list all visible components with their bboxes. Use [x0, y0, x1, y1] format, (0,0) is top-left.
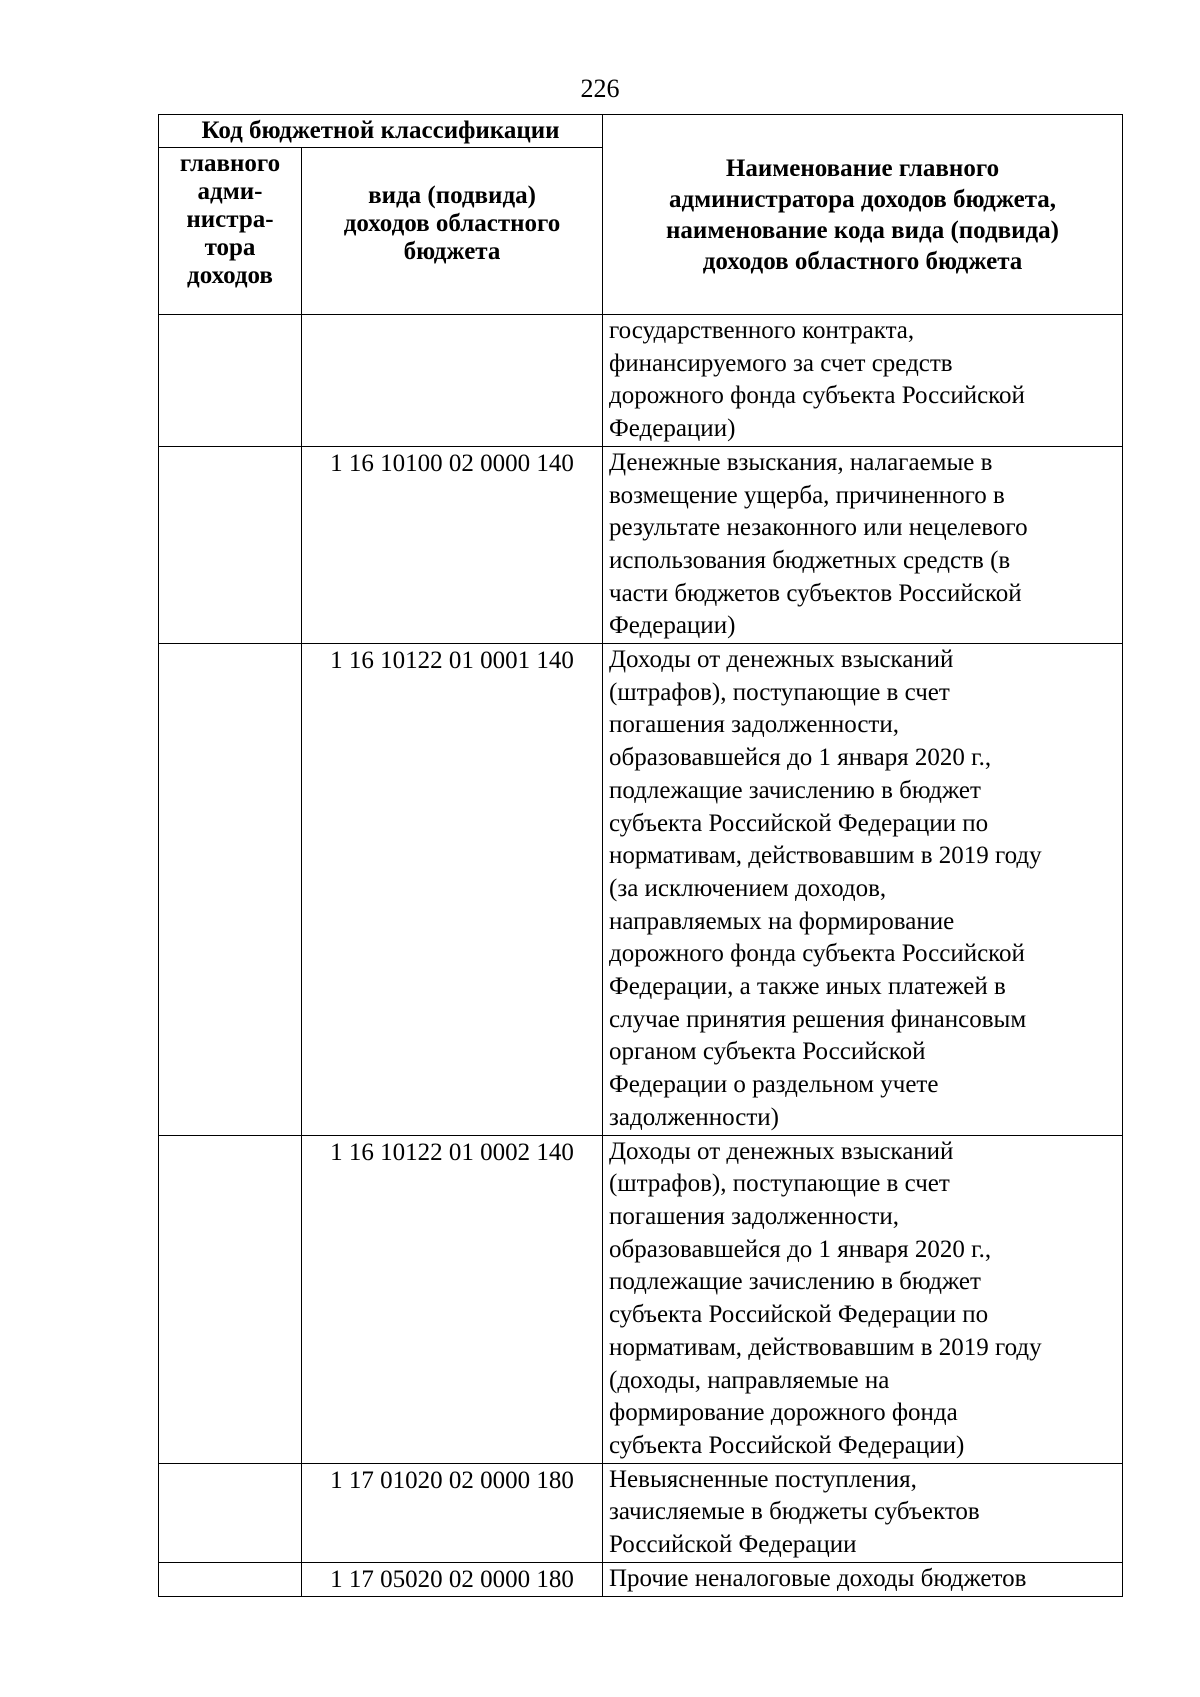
revenue-name-line: погашения задолженности, — [609, 711, 899, 739]
header-type-line: доходов областного — [343, 210, 561, 237]
header-name-line: наименование кода вида (подвида) — [666, 216, 1059, 244]
header-name-line: Наименование главного — [725, 154, 1000, 182]
revenue-name-line: использования бюджетных средств (в — [609, 546, 1011, 574]
revenue-name-cell — [603, 315, 1123, 447]
header-name-line: доходов областного бюджета — [702, 247, 1023, 275]
header-admin-line: тора — [204, 234, 256, 261]
header-admin-line: нистра- — [186, 206, 274, 233]
table-row — [159, 446, 1123, 643]
header-admin-column — [159, 148, 302, 315]
table-row — [159, 1562, 1123, 1596]
revenue-code-cell: 1 16 10100 02 0000 140 — [302, 446, 603, 643]
page-number: 226 — [580, 74, 620, 103]
header-type-line: бюджета — [403, 238, 501, 265]
table-row — [159, 1135, 1123, 1463]
revenue-name-line: субъекта Российской Федерации) — [609, 1431, 965, 1459]
revenue-name-line: субъекта Российской Федерации по — [609, 809, 989, 837]
revenue-code-cell: 1 16 10122 01 0001 140 — [302, 644, 603, 1136]
header-code-group: Код бюджетной классификации — [159, 115, 603, 148]
revenue-name-line: Денежные взыскания, налагаемые в — [609, 448, 993, 476]
budget-classification-table — [158, 114, 1123, 1597]
table-row — [159, 315, 1123, 447]
revenue-name-line: Доходы от денежных взысканий — [609, 1137, 954, 1165]
revenue-name-line: Федерации о раздельном учете — [609, 1071, 939, 1099]
revenue-name-cell — [603, 1135, 1123, 1463]
revenue-name-line: Невыясненные поступления, — [609, 1465, 917, 1493]
revenue-name-line: (штрафов), поступающие в счет — [609, 678, 950, 706]
revenue-name-line: нормативам, действовавшим в 2019 году — [609, 1333, 1042, 1361]
revenue-code-cell — [302, 315, 603, 447]
header-type-line: вида (подвида) — [368, 182, 536, 209]
header-name-line: администратора доходов бюджета, — [668, 185, 1057, 213]
admin-code-cell — [159, 1135, 302, 1463]
revenue-name-cell — [603, 644, 1123, 1136]
revenue-name-line: (доходы, направляемые на — [609, 1366, 890, 1394]
revenue-name-cell — [603, 1463, 1123, 1562]
revenue-name-line: (штрафов), поступающие в счет — [609, 1170, 950, 1198]
header-admin-line: доходов — [187, 262, 273, 289]
revenue-name-line: образовавшейся до 1 января 2020 г., — [609, 744, 992, 772]
header-admin-line: адми- — [197, 178, 263, 205]
revenue-name-line: нормативам, действовавшим в 2019 году — [609, 842, 1042, 870]
table-row — [159, 644, 1123, 1136]
revenue-name-line: части бюджетов субъектов Российской — [609, 579, 1022, 607]
revenue-name-line: дорожного фонда субъекта Российской — [609, 382, 1025, 410]
revenue-name-cell — [603, 446, 1123, 643]
revenue-code-cell: 1 17 01020 02 0000 180 — [302, 1463, 603, 1562]
header-type-column — [302, 148, 603, 315]
revenue-name-line: погашения задолженности, — [609, 1202, 899, 1230]
revenue-name-line: формирование дорожного фонда — [609, 1399, 958, 1427]
table-body — [159, 315, 1123, 1597]
admin-code-cell — [159, 315, 302, 447]
revenue-name-line: результате незаконного или нецелевого — [609, 514, 1028, 542]
revenue-name-line: дорожного фонда субъекта Российской — [609, 940, 1025, 968]
revenue-name-line: образовавшейся до 1 января 2020 г., — [609, 1235, 992, 1263]
header-name-column — [603, 115, 1123, 315]
revenue-name-line: случае принятия решения финансовым — [609, 1005, 1027, 1033]
revenue-name-line: органом субъекта Российской — [609, 1038, 926, 1066]
revenue-name-line: субъекта Российской Федерации по — [609, 1301, 989, 1329]
revenue-name-line: подлежащие зачислению в бюджет — [609, 776, 981, 804]
revenue-name-line: Прочие неналоговые доходы бюджетов — [609, 1564, 1027, 1592]
revenue-name-line: (за исключением доходов, — [609, 874, 887, 902]
revenue-name-line: Федерации) — [609, 612, 736, 640]
revenue-name-line: Федерации) — [609, 415, 736, 443]
revenue-code-cell: 1 16 10122 01 0002 140 — [302, 1135, 603, 1463]
revenue-name-line: Федерации, а также иных платежей в — [609, 973, 1006, 1001]
revenue-name-line: направляемых на формирование — [609, 907, 955, 935]
header-admin-line: главного — [179, 150, 281, 177]
revenue-name-line: Доходы от денежных взысканий — [609, 646, 954, 674]
revenue-name-line: подлежащие зачислению в бюджет — [609, 1268, 981, 1296]
revenue-name-line: зачисляемые в бюджеты субъектов — [609, 1498, 980, 1526]
admin-code-cell — [159, 446, 302, 643]
revenue-name-line: возмещение ущерба, причиненного в — [609, 481, 1005, 509]
revenue-name-cell — [603, 1562, 1123, 1596]
admin-code-cell — [159, 1463, 302, 1562]
revenue-name-line: Российской Федерации — [609, 1531, 857, 1559]
revenue-code-cell: 1 17 05020 02 0000 180 — [302, 1562, 603, 1596]
admin-code-cell — [159, 1562, 302, 1596]
revenue-name-line: финансируемого за счет средств — [609, 349, 953, 377]
revenue-name-line: задолженности) — [609, 1103, 779, 1131]
admin-code-cell — [159, 644, 302, 1136]
revenue-name-line: государственного контракта, — [609, 317, 915, 344]
table-row — [159, 1463, 1123, 1562]
